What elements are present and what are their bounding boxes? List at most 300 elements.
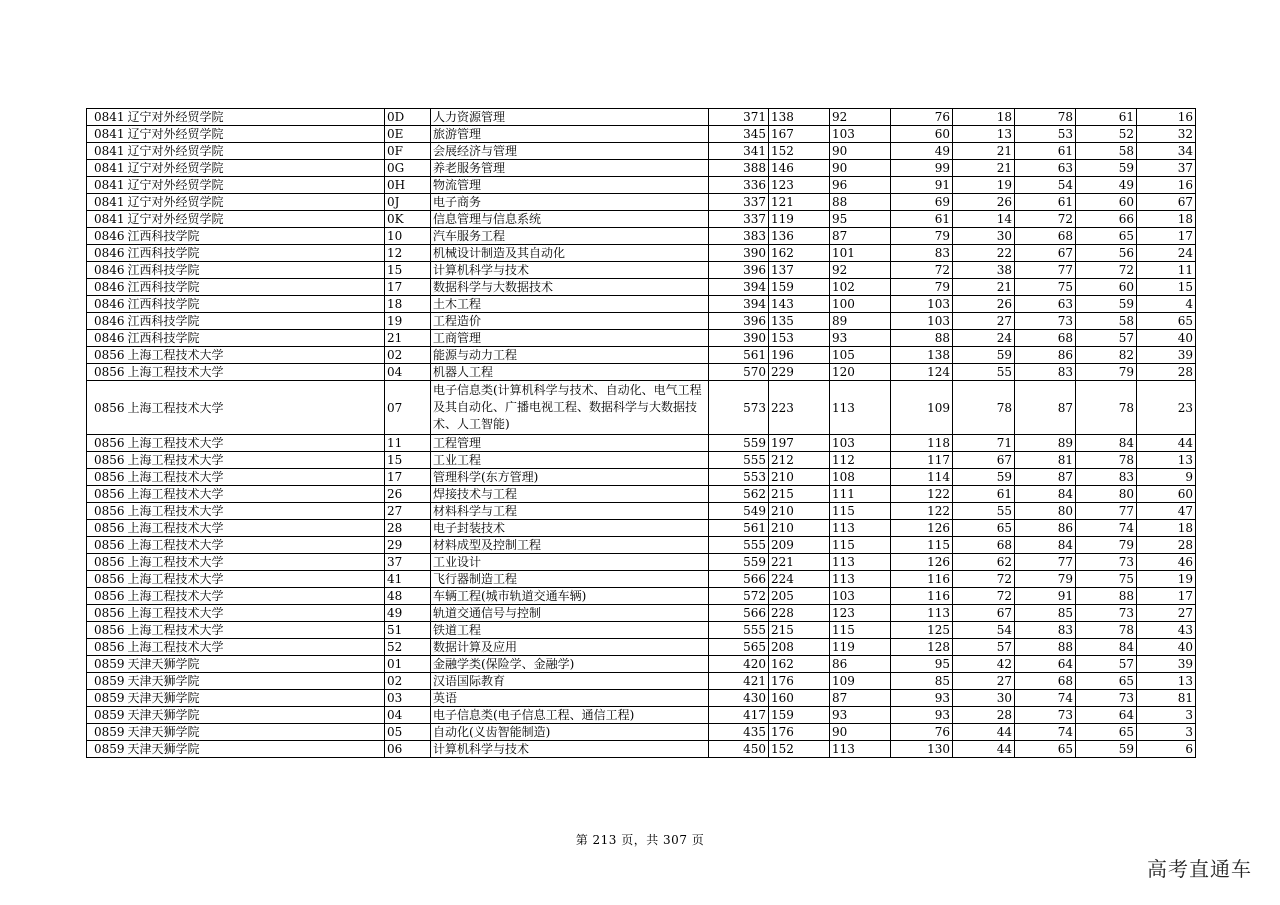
major-name-cell: 车辆工程(城市轨道交通车辆) [431,588,709,605]
school-name-cell: 上海工程技术大学 [127,486,385,503]
major-code-cell: 11 [385,435,431,452]
score-f-cell: 58 [1076,143,1137,160]
school-name-cell: 上海工程技术大学 [127,622,385,639]
school-code-cell: 0856 [87,452,127,469]
major-name-cell: 数据计算及应用 [431,639,709,656]
score-g-cell: 19 [1137,571,1196,588]
score-e-cell: 79 [1015,571,1076,588]
score-total-cell: 561 [709,520,769,537]
score-total-cell: 553 [709,469,769,486]
score-table [86,108,1196,758]
school-name-cell: 天津天狮学院 [127,656,385,673]
score-d-cell: 18 [953,109,1015,126]
school-code-cell: 0841 [87,194,127,211]
score-f-cell: 73 [1076,605,1137,622]
score-a-cell: 221 [769,554,830,571]
table-row [87,554,1196,571]
major-name-cell: 物流管理 [431,177,709,194]
school-code-cell: 0846 [87,296,127,313]
score-f-cell: 78 [1076,622,1137,639]
school-name-cell: 天津天狮学院 [127,690,385,707]
score-total-cell: 345 [709,126,769,143]
score-total-cell: 388 [709,160,769,177]
score-g-cell: 16 [1137,177,1196,194]
score-g-cell: 32 [1137,126,1196,143]
major-code-cell: 0F [385,143,431,160]
score-a-cell: 152 [769,143,830,160]
score-g-cell: 17 [1137,588,1196,605]
score-c-cell: 124 [891,364,953,381]
school-name-cell: 辽宁对外经贸学院 [127,177,385,194]
score-g-cell: 13 [1137,452,1196,469]
score-c-cell: 93 [891,690,953,707]
score-g-cell: 28 [1137,364,1196,381]
score-a-cell: 176 [769,673,830,690]
major-name-cell: 汽车服务工程 [431,228,709,245]
score-g-cell: 3 [1137,707,1196,724]
score-g-cell: 4 [1137,296,1196,313]
score-b-cell: 96 [830,177,891,194]
score-c-cell: 79 [891,279,953,296]
score-d-cell: 57 [953,639,1015,656]
score-b-cell: 102 [830,279,891,296]
major-code-cell: 52 [385,639,431,656]
score-e-cell: 53 [1015,126,1076,143]
school-code-cell: 0846 [87,228,127,245]
score-a-cell: 146 [769,160,830,177]
score-b-cell: 115 [830,503,891,520]
score-e-cell: 85 [1015,605,1076,622]
school-name-cell: 上海工程技术大学 [127,520,385,537]
table-row [87,690,1196,707]
score-e-cell: 80 [1015,503,1076,520]
major-code-cell: 17 [385,279,431,296]
score-f-cell: 57 [1076,656,1137,673]
score-e-cell: 86 [1015,347,1076,364]
score-c-cell: 61 [891,211,953,228]
score-e-cell: 84 [1015,486,1076,503]
score-g-cell: 40 [1137,639,1196,656]
major-code-cell: 26 [385,486,431,503]
table-row [87,364,1196,381]
table-row [87,211,1196,228]
score-a-cell: 224 [769,571,830,588]
score-g-cell: 37 [1137,160,1196,177]
score-c-cell: 99 [891,160,953,177]
school-name-cell: 辽宁对外经贸学院 [127,160,385,177]
score-b-cell: 103 [830,588,891,605]
score-total-cell: 559 [709,554,769,571]
table-row [87,724,1196,741]
score-a-cell: 205 [769,588,830,605]
major-name-cell: 工商管理 [431,330,709,347]
score-d-cell: 28 [953,707,1015,724]
major-code-cell: 37 [385,554,431,571]
school-code-cell: 0856 [87,622,127,639]
score-f-cell: 74 [1076,520,1137,537]
table-row [87,194,1196,211]
major-name-cell: 飞行器制造工程 [431,571,709,588]
score-d-cell: 67 [953,605,1015,622]
major-code-cell: 48 [385,588,431,605]
school-name-cell: 天津天狮学院 [127,724,385,741]
score-e-cell: 83 [1015,364,1076,381]
score-a-cell: 215 [769,622,830,639]
score-c-cell: 79 [891,228,953,245]
school-code-cell: 0841 [87,177,127,194]
score-total-cell: 562 [709,486,769,503]
score-e-cell: 73 [1015,707,1076,724]
score-g-cell: 67 [1137,194,1196,211]
score-f-cell: 60 [1076,194,1137,211]
major-name-cell: 电子信息类(计算机科学与技术、自动化、电气工程及其自动化、广播电视工程、数据科学与大数据技术、人工智能) [431,381,709,435]
score-e-cell: 84 [1015,537,1076,554]
score-c-cell: 83 [891,245,953,262]
score-g-cell: 18 [1137,520,1196,537]
score-a-cell: 176 [769,724,830,741]
table-row [87,520,1196,537]
score-a-cell: 208 [769,639,830,656]
score-c-cell: 138 [891,347,953,364]
score-a-cell: 138 [769,109,830,126]
table-row [87,622,1196,639]
score-total-cell: 559 [709,435,769,452]
score-d-cell: 27 [953,313,1015,330]
score-f-cell: 84 [1076,435,1137,452]
school-name-cell: 辽宁对外经贸学院 [127,194,385,211]
score-b-cell: 109 [830,673,891,690]
score-f-cell: 59 [1076,296,1137,313]
table-row [87,707,1196,724]
score-d-cell: 72 [953,571,1015,588]
major-code-cell: 05 [385,724,431,741]
score-e-cell: 77 [1015,554,1076,571]
score-c-cell: 85 [891,673,953,690]
score-a-cell: 153 [769,330,830,347]
major-code-cell: 21 [385,330,431,347]
score-g-cell: 6 [1137,741,1196,758]
school-code-cell: 0856 [87,571,127,588]
score-d-cell: 14 [953,211,1015,228]
score-e-cell: 61 [1015,194,1076,211]
score-b-cell: 89 [830,313,891,330]
table-row [87,262,1196,279]
major-name-cell: 计算机科学与技术 [431,741,709,758]
score-g-cell: 34 [1137,143,1196,160]
school-name-cell: 天津天狮学院 [127,707,385,724]
major-code-cell: 03 [385,690,431,707]
score-a-cell: 210 [769,469,830,486]
score-e-cell: 63 [1015,160,1076,177]
major-name-cell: 工程管理 [431,435,709,452]
school-code-cell: 0859 [87,673,127,690]
school-code-cell: 0859 [87,656,127,673]
score-d-cell: 26 [953,296,1015,313]
table-row [87,656,1196,673]
score-d-cell: 72 [953,588,1015,605]
score-d-cell: 26 [953,194,1015,211]
score-f-cell: 73 [1076,554,1137,571]
score-total-cell: 435 [709,724,769,741]
score-f-cell: 77 [1076,503,1137,520]
score-d-cell: 30 [953,690,1015,707]
table-row [87,503,1196,520]
score-a-cell: 123 [769,177,830,194]
score-g-cell: 13 [1137,673,1196,690]
score-b-cell: 92 [830,262,891,279]
school-code-cell: 0856 [87,486,127,503]
score-e-cell: 67 [1015,245,1076,262]
score-e-cell: 74 [1015,690,1076,707]
score-e-cell: 81 [1015,452,1076,469]
score-a-cell: 197 [769,435,830,452]
score-c-cell: 122 [891,486,953,503]
score-g-cell: 11 [1137,262,1196,279]
score-c-cell: 122 [891,503,953,520]
major-code-cell: 29 [385,537,431,554]
major-name-cell: 金融学类(保险学、金融学) [431,656,709,673]
table-row [87,279,1196,296]
score-c-cell: 117 [891,452,953,469]
score-d-cell: 61 [953,486,1015,503]
school-code-cell: 0856 [87,588,127,605]
school-code-cell: 0859 [87,707,127,724]
score-b-cell: 108 [830,469,891,486]
major-code-cell: 10 [385,228,431,245]
score-e-cell: 86 [1015,520,1076,537]
major-code-cell: 0G [385,160,431,177]
major-code-cell: 49 [385,605,431,622]
score-f-cell: 73 [1076,690,1137,707]
school-name-cell: 辽宁对外经贸学院 [127,109,385,126]
score-g-cell: 23 [1137,381,1196,435]
major-code-cell: 41 [385,571,431,588]
score-b-cell: 90 [830,724,891,741]
school-name-cell: 江西科技学院 [127,313,385,330]
score-f-cell: 56 [1076,245,1137,262]
school-code-cell: 0856 [87,554,127,571]
score-g-cell: 28 [1137,537,1196,554]
score-a-cell: 167 [769,126,830,143]
score-e-cell: 87 [1015,469,1076,486]
score-total-cell: 561 [709,347,769,364]
score-d-cell: 42 [953,656,1015,673]
score-g-cell: 18 [1137,211,1196,228]
major-code-cell: 0H [385,177,431,194]
school-code-cell: 0846 [87,262,127,279]
score-g-cell: 44 [1137,435,1196,452]
score-b-cell: 115 [830,537,891,554]
school-name-cell: 上海工程技术大学 [127,347,385,364]
score-f-cell: 80 [1076,486,1137,503]
watermark: 高考直通车 [1147,857,1252,881]
major-code-cell: 0E [385,126,431,143]
major-code-cell: 15 [385,262,431,279]
score-c-cell: 103 [891,296,953,313]
major-name-cell: 工业设计 [431,554,709,571]
school-code-cell: 0859 [87,690,127,707]
score-a-cell: 143 [769,296,830,313]
major-name-cell: 机器人工程 [431,364,709,381]
major-name-cell: 焊接技术与工程 [431,486,709,503]
score-e-cell: 91 [1015,588,1076,605]
major-code-cell: 02 [385,347,431,364]
score-total-cell: 565 [709,639,769,656]
school-code-cell: 0841 [87,211,127,228]
school-name-cell: 江西科技学院 [127,262,385,279]
score-b-cell: 103 [830,435,891,452]
score-total-cell: 394 [709,279,769,296]
major-name-cell: 管理科学(东方管理) [431,469,709,486]
table-row [87,537,1196,554]
score-a-cell: 135 [769,313,830,330]
score-total-cell: 555 [709,537,769,554]
score-c-cell: 72 [891,262,953,279]
score-c-cell: 115 [891,537,953,554]
major-name-cell: 人力资源管理 [431,109,709,126]
score-g-cell: 46 [1137,554,1196,571]
score-d-cell: 65 [953,520,1015,537]
score-b-cell: 93 [830,707,891,724]
score-b-cell: 113 [830,554,891,571]
school-name-cell: 上海工程技术大学 [127,452,385,469]
score-a-cell: 209 [769,537,830,554]
school-code-cell: 0856 [87,503,127,520]
score-e-cell: 87 [1015,381,1076,435]
score-f-cell: 57 [1076,330,1137,347]
score-b-cell: 87 [830,228,891,245]
score-e-cell: 68 [1015,673,1076,690]
school-code-cell: 0856 [87,639,127,656]
school-name-cell: 天津天狮学院 [127,741,385,758]
school-code-cell: 0846 [87,313,127,330]
score-f-cell: 59 [1076,741,1137,758]
score-a-cell: 196 [769,347,830,364]
score-g-cell: 47 [1137,503,1196,520]
score-c-cell: 88 [891,330,953,347]
score-b-cell: 100 [830,296,891,313]
score-f-cell: 65 [1076,673,1137,690]
major-name-cell: 英语 [431,690,709,707]
score-a-cell: 215 [769,486,830,503]
score-a-cell: 159 [769,707,830,724]
score-f-cell: 64 [1076,707,1137,724]
score-a-cell: 137 [769,262,830,279]
score-a-cell: 223 [769,381,830,435]
table-row [87,435,1196,452]
score-f-cell: 79 [1076,364,1137,381]
score-g-cell: 9 [1137,469,1196,486]
score-c-cell: 91 [891,177,953,194]
score-total-cell: 337 [709,211,769,228]
table-row [87,639,1196,656]
score-d-cell: 44 [953,741,1015,758]
page-footer: 第 213 页，共 307 页 [575,833,705,847]
score-d-cell: 21 [953,160,1015,177]
score-g-cell: 65 [1137,313,1196,330]
score-b-cell: 101 [830,245,891,262]
table-row [87,673,1196,690]
major-code-cell: 51 [385,622,431,639]
table-row [87,143,1196,160]
score-d-cell: 21 [953,279,1015,296]
school-name-cell: 江西科技学院 [127,279,385,296]
score-b-cell: 90 [830,160,891,177]
score-c-cell: 95 [891,656,953,673]
score-b-cell: 123 [830,605,891,622]
score-f-cell: 79 [1076,537,1137,554]
major-name-cell: 数据科学与大数据技术 [431,279,709,296]
score-g-cell: 39 [1137,656,1196,673]
major-name-cell: 材料科学与工程 [431,503,709,520]
score-d-cell: 38 [953,262,1015,279]
score-d-cell: 68 [953,537,1015,554]
score-f-cell: 66 [1076,211,1137,228]
school-name-cell: 上海工程技术大学 [127,571,385,588]
school-code-cell: 0856 [87,364,127,381]
score-e-cell: 64 [1015,656,1076,673]
score-total-cell: 396 [709,313,769,330]
score-b-cell: 115 [830,622,891,639]
score-f-cell: 58 [1076,313,1137,330]
score-d-cell: 13 [953,126,1015,143]
school-code-cell: 0856 [87,435,127,452]
school-name-cell: 上海工程技术大学 [127,537,385,554]
score-a-cell: 212 [769,452,830,469]
score-total-cell: 566 [709,571,769,588]
school-name-cell: 上海工程技术大学 [127,435,385,452]
school-name-cell: 上海工程技术大学 [127,554,385,571]
school-name-cell: 辽宁对外经贸学院 [127,143,385,160]
school-code-cell: 0841 [87,143,127,160]
score-total-cell: 555 [709,622,769,639]
score-b-cell: 95 [830,211,891,228]
score-f-cell: 61 [1076,109,1137,126]
table-row [87,177,1196,194]
score-c-cell: 116 [891,588,953,605]
school-name-cell: 江西科技学院 [127,245,385,262]
score-g-cell: 24 [1137,245,1196,262]
school-code-cell: 0856 [87,469,127,486]
school-code-cell: 0841 [87,160,127,177]
score-f-cell: 52 [1076,126,1137,143]
score-c-cell: 126 [891,554,953,571]
score-total-cell: 555 [709,452,769,469]
score-e-cell: 72 [1015,211,1076,228]
major-name-cell: 工程造价 [431,313,709,330]
score-c-cell: 118 [891,435,953,452]
school-code-cell: 0841 [87,126,127,143]
major-name-cell: 材料成型及控制工程 [431,537,709,554]
score-b-cell: 113 [830,520,891,537]
school-code-cell: 0846 [87,330,127,347]
score-f-cell: 65 [1076,228,1137,245]
score-total-cell: 394 [709,296,769,313]
school-name-cell: 上海工程技术大学 [127,588,385,605]
score-e-cell: 63 [1015,296,1076,313]
score-a-cell: 160 [769,690,830,707]
school-code-cell: 0856 [87,605,127,622]
table-row [87,126,1196,143]
score-total-cell: 336 [709,177,769,194]
score-b-cell: 113 [830,741,891,758]
score-e-cell: 61 [1015,143,1076,160]
table-row [87,296,1196,313]
score-total-cell: 573 [709,381,769,435]
score-f-cell: 60 [1076,279,1137,296]
score-d-cell: 27 [953,673,1015,690]
school-code-cell: 0856 [87,537,127,554]
